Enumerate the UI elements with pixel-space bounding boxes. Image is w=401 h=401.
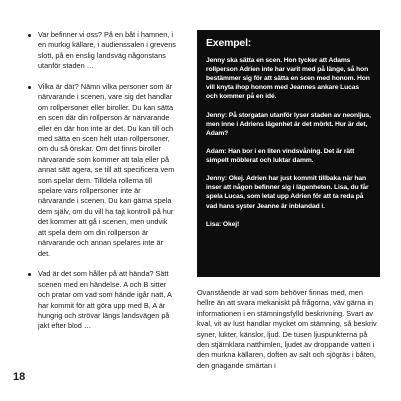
body-text: Ovanstående är vad som behöver finnas med, men hellre än att svara mekaniskt på frågorna, väv gärna in informationen i en stämningsfylld beskrivning. Svart av kval, vit av lust handlar mycket om stämning, så beskriv syner, lukter, känslor, ljud. De tusen ljuspunkterna på den stjärnklara natthimlen, ljudet av droppande vatten i den murkna källaren, doften av salt och sjögräs i båten, den gnagande smärtan i [197, 288, 377, 370]
left-column [27, 30, 176, 342]
bullet-what: Vad är det som håller på att hända? Sätt scenen med en händelse. A och B sitter och pratar om vad som hände igår natt, A har kommit för att göra upp med B, A är hungrig och strövar längs landsvägen på jakt efter blod … [27, 269, 176, 331]
example-dialogue-lisa: Lisa: Okej! [206, 220, 240, 228]
bullet-who: Vilka är där? Nämn vilka personer som är närvarande i scenen, vare sig det handlar om rollpersoner eller biroller. Du kan sätta en scen där din rollperson är närvarande eller en där hon inte är det. Du kan till och med sätta en scen helt utan rollpersoner, om du så önskar. Om det finns biroller närvarande som kommer att tala eller på annat sätt agera, se till att specificera vem som spelar dem. Tilldela rollerna till spelare vars rollpersoner inte är närvarande i scenen. Du kan gärna spela dem själv, om du vill ha tajt kontroll på hur det kommer att gå i scenen, men undvik att spela dem om din rollperson är närvarande och annan spelares inte är det. [27, 82, 176, 259]
bullet-list [27, 30, 176, 332]
example-dialogue-jenny-2: Jenny: Okej. Adrien har just kommit tillbaka när han inser att någon befinner sig i lägenheten. Lisa, du får spela Lucas, som letat upp Adrien för att ta reda på vad hans syster Jeanne är inblandad i. [206, 175, 369, 210]
example-dialogue-jenny: Jenny: På storgatan utanför lyser staden av neonljus, men inne i Adriens lägenhet är det mörkt. Hur är det, Adam? [206, 111, 371, 137]
example-heading: Exempel: [206, 37, 252, 49]
example-paragraph: Jenny ska sätta en scen. Hon tycker att Adams rollperson Adrien inte har varit med på länge, så hon bestämmer sig för att sätta en scen med honom. Hon vill knyta ihop honom med Jeannes ankare Lucas och kommer på en idé. [206, 57, 370, 101]
page-number: 18 [13, 371, 26, 383]
example-box [197, 30, 380, 277]
example-dialogue-adam: Adam: Han bor i en liten vindsvåning. Det är rätt simpelt möblerat och luktar damm. [206, 147, 355, 165]
bullet-where: Var befinner vi oss? På en båt i hamnen, i en murkig källare, i audienssalen i grevens slott, på en enslig landsväg någonstans utanför staden … [27, 30, 176, 72]
